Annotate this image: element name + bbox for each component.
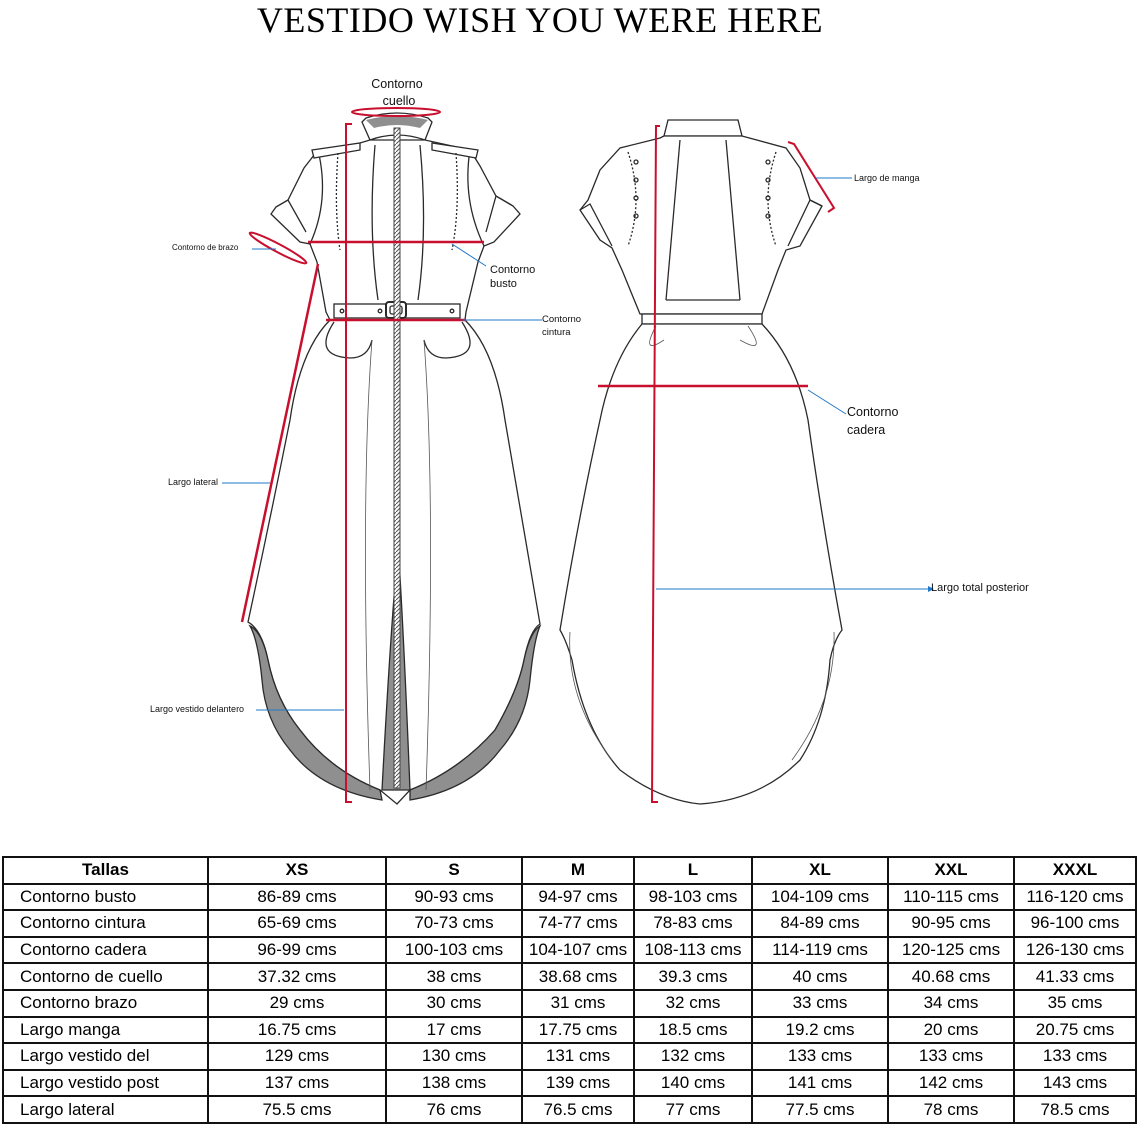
table-cell: 104-109 cms: [752, 884, 888, 911]
table-cell: 37.32 cms: [208, 963, 386, 990]
table-cell: 98-103 cms: [634, 884, 752, 911]
header-tallas: Tallas: [3, 857, 208, 884]
table-cell: 77 cms: [634, 1096, 752, 1123]
table-cell: 38 cms: [386, 963, 522, 990]
table-cell: 138 cms: [386, 1070, 522, 1097]
table-cell: 33 cms: [752, 990, 888, 1017]
header-xxxl: XXXL: [1014, 857, 1136, 884]
table-cell: 130 cms: [386, 1043, 522, 1070]
table-cell: 34 cms: [888, 990, 1014, 1017]
header-xl: XL: [752, 857, 888, 884]
table-cell: 132 cms: [634, 1043, 752, 1070]
page-title: VESTIDO WISH YOU WERE HERE: [256, 0, 824, 40]
label-contorno-cuello-1: Contorno: [371, 77, 423, 91]
table-cell: 96-100 cms: [1014, 910, 1136, 937]
label-largo-lateral: Largo lateral: [168, 477, 219, 487]
table-cell: 65-69 cms: [208, 910, 386, 937]
row-label: Largo vestido post: [3, 1070, 208, 1097]
table-cell: 40.68 cms: [888, 963, 1014, 990]
back-view: [560, 120, 842, 804]
table-cell: 16.75 cms: [208, 1017, 386, 1044]
label-contorno-busto-1: Contorno: [490, 264, 536, 276]
label-contorno-cintura-2: cintura: [542, 327, 571, 338]
table-row: [3, 1017, 1136, 1044]
table-row: [3, 1070, 1136, 1097]
table-cell: 129 cms: [208, 1043, 386, 1070]
table-header-row: [3, 857, 1136, 884]
label-largo-manga: Largo de manga: [854, 173, 920, 183]
table-cell: 30 cms: [386, 990, 522, 1017]
back-skirt: [560, 324, 842, 804]
header-m: M: [522, 857, 634, 884]
table-cell: 18.5 cms: [634, 1017, 752, 1044]
table-cell: 77.5 cms: [752, 1096, 888, 1123]
table-cell: 32 cms: [634, 990, 752, 1017]
table-cell: 139 cms: [522, 1070, 634, 1097]
table-cell: 19.2 cms: [752, 1017, 888, 1044]
table-cell: 70-73 cms: [386, 910, 522, 937]
table-cell: 94-97 cms: [522, 884, 634, 911]
table-cell: 76.5 cms: [522, 1096, 634, 1123]
table-cell: 114-119 cms: [752, 937, 888, 964]
label-largo-vestido-delantero: Largo vestido delantero: [150, 704, 245, 714]
table-cell: 31 cms: [522, 990, 634, 1017]
table-cell: 90-93 cms: [386, 884, 522, 911]
row-label: Largo lateral: [3, 1096, 208, 1123]
table-cell: 108-113 cms: [634, 937, 752, 964]
table-cell: 35 cms: [1014, 990, 1136, 1017]
back-collar: [664, 120, 742, 136]
row-label: Contorno busto: [3, 884, 208, 911]
table-cell: 38.68 cms: [522, 963, 634, 990]
table-cell: 131 cms: [522, 1043, 634, 1070]
table-cell: 141 cms: [752, 1070, 888, 1097]
table-cell: 78 cms: [888, 1096, 1014, 1123]
back-waistband: [642, 314, 762, 324]
table-cell: 120-125 cms: [888, 937, 1014, 964]
row-label: Contorno brazo: [3, 990, 208, 1017]
table-cell: 17 cms: [386, 1017, 522, 1044]
row-label: Contorno cintura: [3, 910, 208, 937]
front-zipper: [394, 128, 400, 788]
table-row: [3, 910, 1136, 937]
table-cell: 41.33 cms: [1014, 963, 1136, 990]
table-cell: 143 cms: [1014, 1070, 1136, 1097]
table-cell: 96-99 cms: [208, 937, 386, 964]
table-cell: 90-95 cms: [888, 910, 1014, 937]
table-cell: 110-115 cms: [888, 884, 1014, 911]
label-contorno-cadera-1: Contorno: [847, 405, 899, 419]
label-contorno-brazo: Contorno de brazo: [172, 243, 239, 252]
table-cell: 74-77 cms: [522, 910, 634, 937]
table-cell: 137 cms: [208, 1070, 386, 1097]
label-contorno-cadera-2: cadera: [847, 423, 886, 437]
table-cell: 17.75 cms: [522, 1017, 634, 1044]
table-cell: 20 cms: [888, 1017, 1014, 1044]
label-contorno-cintura-1: Contorno: [542, 314, 582, 325]
table-cell: 40 cms: [752, 963, 888, 990]
table-row: [3, 1096, 1136, 1123]
table-cell: 84-89 cms: [752, 910, 888, 937]
table-cell: 140 cms: [634, 1070, 752, 1097]
row-label: Contorno cadera: [3, 937, 208, 964]
table-cell: 104-107 cms: [522, 937, 634, 964]
table-cell: 20.75 cms: [1014, 1017, 1136, 1044]
header-l: L: [634, 857, 752, 884]
table-cell: 126-130 cms: [1014, 937, 1136, 964]
table-row: [3, 937, 1136, 964]
back-bodice: [580, 136, 822, 314]
header-xxl: XXL: [888, 857, 1014, 884]
table-cell: 133 cms: [752, 1043, 888, 1070]
label-largo-total-posterior: Largo total posterior: [931, 582, 1029, 594]
label-contorno-busto-2: busto: [490, 278, 517, 290]
size-chart-table: [2, 856, 1137, 1124]
table-cell: 116-120 cms: [1014, 884, 1136, 911]
table-cell: 78-83 cms: [634, 910, 752, 937]
header-xs: XS: [208, 857, 386, 884]
table-row: [3, 884, 1136, 911]
front-view: [248, 113, 540, 804]
row-label: Largo manga: [3, 1017, 208, 1044]
table-cell: 142 cms: [888, 1070, 1014, 1097]
table-row: [3, 1043, 1136, 1070]
table-cell: 39.3 cms: [634, 963, 752, 990]
table-cell: 100-103 cms: [386, 937, 522, 964]
table-cell: 86-89 cms: [208, 884, 386, 911]
row-label: Largo vestido del: [3, 1043, 208, 1070]
row-label: Contorno de cuello: [3, 963, 208, 990]
table-row: [3, 990, 1136, 1017]
table-cell: 75.5 cms: [208, 1096, 386, 1123]
table-cell: 78.5 cms: [1014, 1096, 1136, 1123]
table-cell: 76 cms: [386, 1096, 522, 1123]
table-cell: 29 cms: [208, 990, 386, 1017]
table-cell: 133 cms: [1014, 1043, 1136, 1070]
header-s: S: [386, 857, 522, 884]
table-row: [3, 963, 1136, 990]
table-cell: 133 cms: [888, 1043, 1014, 1070]
label-contorno-cuello-2: cuello: [382, 94, 416, 108]
dress-technical-drawing: [0, 40, 1137, 840]
